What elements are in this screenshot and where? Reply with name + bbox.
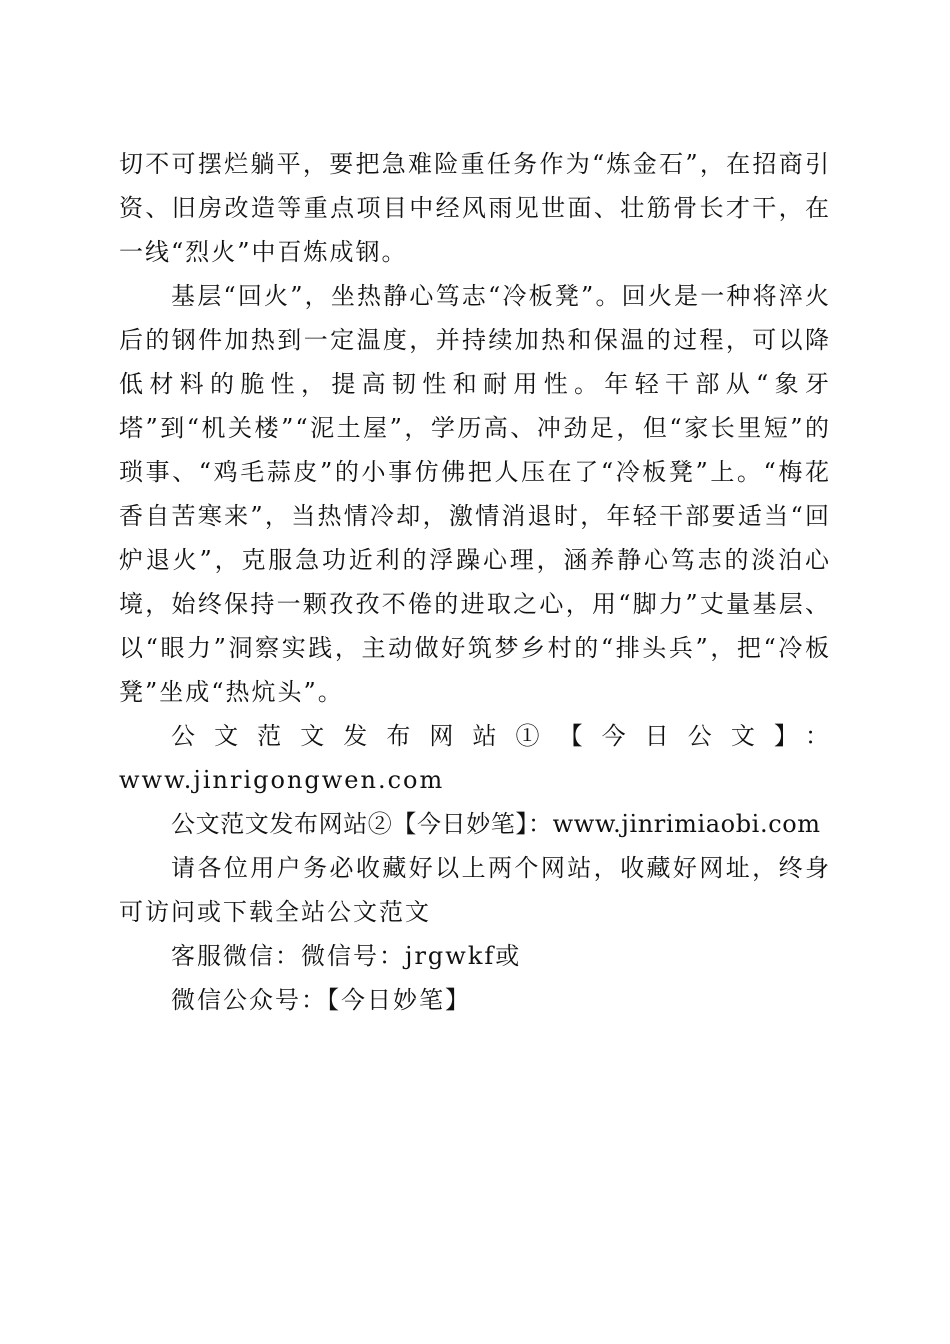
site2-line: 公文范文发布网站②【今日妙笔】：www.jinrimiaobi.com	[171, 810, 821, 838]
service-wechat: 客服微信：微信号：jrgwkf或	[171, 942, 522, 970]
official-account: 微信公众号：【今日妙笔】	[171, 986, 471, 1014]
site1-label: 公文范文发布网站①【今日公文】：	[171, 722, 831, 750]
document-body	[119, 142, 831, 1022]
notice-text: 请各位用户务必收藏好以上两个网站，收藏好网址，终身可访问或下载全站公文范文	[119, 854, 831, 926]
paragraph-forging: 切不可摆烂躺平，要把急难险重任务作为“炼金石”，在招商引资、旧房改造等重点项目中经风雨见世面、壮筋骨长才干，在一线“烈火”中百炼成钢。	[119, 150, 831, 266]
site1-url: www.jinrigongwen.com	[119, 766, 445, 794]
paragraph-tempering: 基层“回火”，坐热静心笃志“冷板凳”。回火是一种将淬火后的钢件加热到一定温度，并持续加热和保温的过程，可以降低材料的脆性，提高韧性和耐用性。年轻干部从“象牙塔”到“机关楼”“泥土屋”，学历高、冲劲足，但“家长里短”的琐事、“鸡毛蒜皮”的小事仿佛把人压在了“冷板凳”上。“梅花香自苦寒来”，当热情冷却，激情消退时，年轻干部要适当“回炉退火”，克服急功近利的浮躁心理，涵养静心笃志的淡泊心境，始终保持一颗孜孜不倦的进取之心，用“脚力”丈量基层、以“眼力”洞察实践，主动做好筑梦乡村的“排头兵”，把“冷板凳”坐成“热炕头”。	[119, 282, 831, 706]
